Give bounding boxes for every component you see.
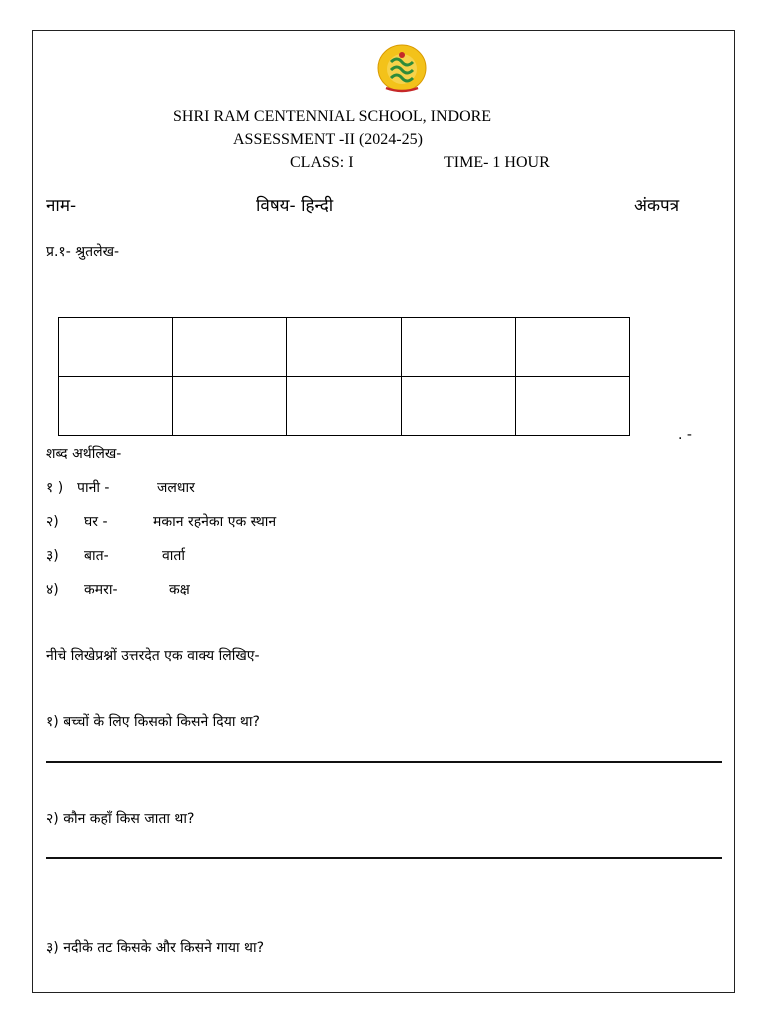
word-item-word: बात- — [84, 548, 109, 564]
word-item-word: कमरा- — [84, 582, 118, 598]
school-logo — [364, 44, 440, 94]
word-item-number: ३) — [46, 548, 59, 564]
marks-label: अंकपत्र — [634, 196, 680, 216]
word-item-number: २) — [46, 514, 59, 530]
time-label: TIME- 1 HOUR — [444, 154, 550, 171]
dictation-cell[interactable] — [515, 377, 629, 436]
side-mark: . - — [678, 427, 692, 443]
name-field-label: नाम- — [46, 196, 77, 216]
dictation-cell[interactable] — [401, 377, 515, 436]
assessment-title: ASSESSMENT -II (2024-25) — [233, 131, 423, 148]
answer-line[interactable] — [46, 857, 722, 859]
dictation-cell[interactable] — [59, 318, 173, 377]
dictation-question-label: प्र.१- श्रुतलेख- — [46, 244, 120, 260]
question-2: २) कौन कहाँ किस जाता था? — [46, 811, 195, 827]
question-3: ३) नदीके तट किसके और किसने गाया था? — [46, 940, 265, 956]
dictation-cell[interactable] — [59, 377, 173, 436]
word-item-meaning: कक्ष — [169, 582, 190, 598]
dictation-cell[interactable] — [287, 318, 401, 377]
school-name: SHRI RAM CENTENNIAL SCHOOL, INDORE — [173, 108, 492, 125]
dictation-cell[interactable] — [515, 318, 629, 377]
word-item-meaning: मकान रहनेका एक स्थान — [153, 514, 277, 530]
subject-label: विषय- हिन्दी — [256, 196, 334, 216]
word-item-number: १ ) — [46, 480, 64, 496]
dictation-cell[interactable] — [173, 318, 287, 377]
dictation-cell[interactable] — [401, 318, 515, 377]
word-meaning-heading: शब्द अर्थलिख- — [46, 446, 122, 462]
class-label: CLASS: I — [290, 154, 354, 171]
word-item-number: ४) — [46, 582, 59, 598]
word-item-meaning: जलधार — [157, 480, 195, 496]
dictation-cell[interactable] — [173, 377, 287, 436]
word-item-meaning: वार्ता — [162, 548, 186, 564]
word-item-word: घर - — [84, 514, 108, 530]
passage-heading: नीचे लिखेप्रश्नों उत्तरदेत एक वाक्य लिखिए- — [46, 648, 260, 664]
word-item-word: पानी - — [77, 480, 110, 496]
question-1: १) बच्चों के लिए किसको किसने दिया था? — [46, 714, 260, 730]
dictation-grid — [58, 317, 630, 436]
dictation-cell[interactable] — [287, 377, 401, 436]
answer-line[interactable] — [46, 761, 722, 763]
exam-page — [32, 30, 735, 993]
